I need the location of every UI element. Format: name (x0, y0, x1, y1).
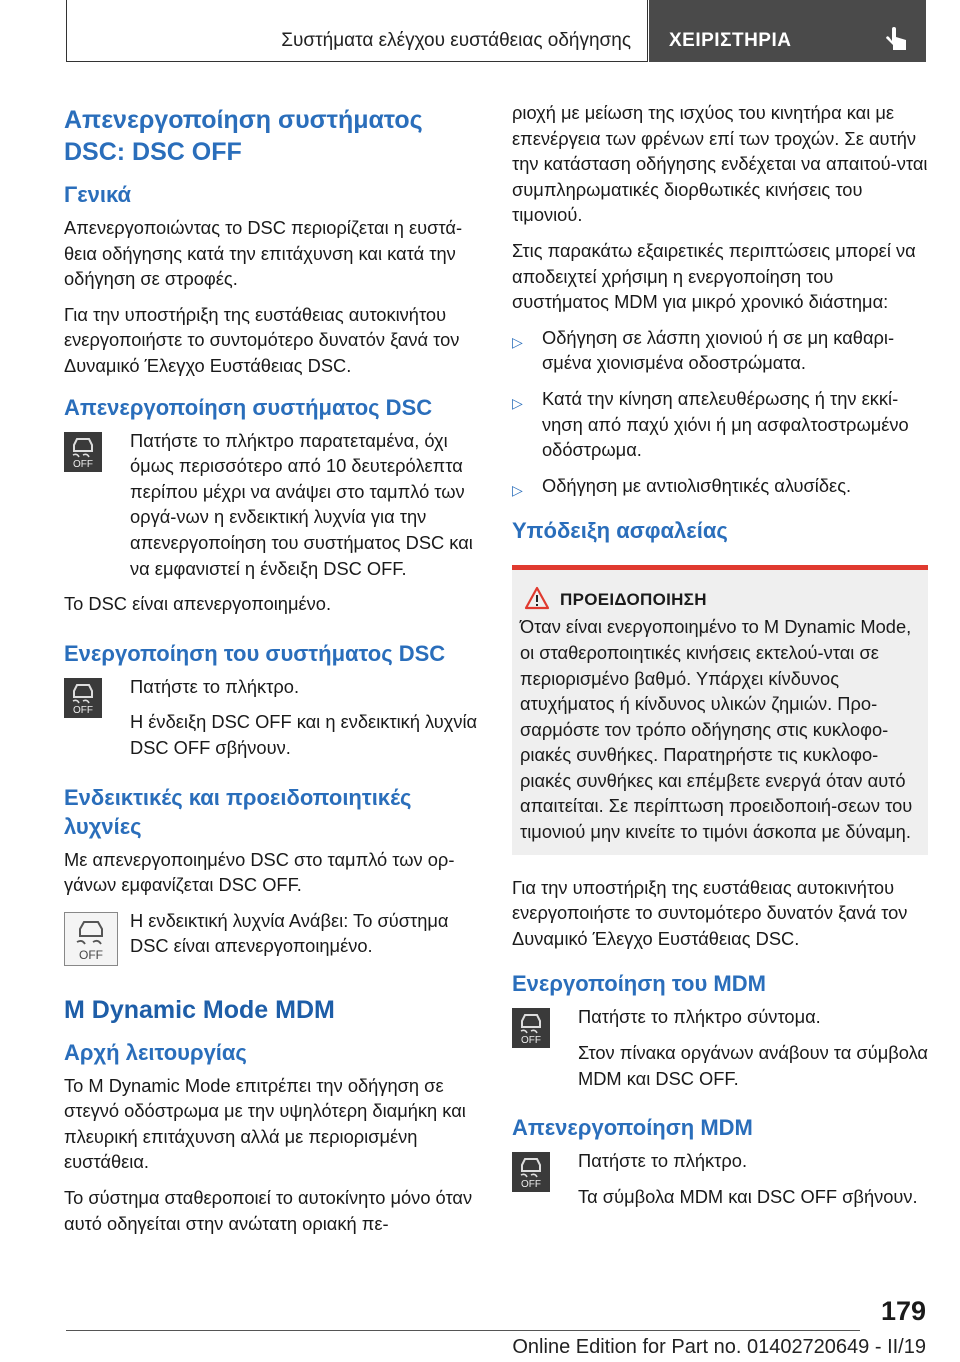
section-title-box (66, 0, 648, 62)
deactivate-dsc-paragraph: Πατήστε το πλήκτρο παρατεταμένα, όχι όμως περισσότερο από 10 δευτερόλεπτα περίπου μέχρι να ανάψει στο ταμπλό των οργά-νων η ενδεικτική λυχνία για την απενεργοποίηση του συστήματος DSC και να εμφανιστεί η ένδειξη DSC OFF. (130, 429, 473, 579)
warning-title: ΠΡΟΕΙΔΟΠΟΙΗΣΗ (560, 590, 920, 610)
mdm-off-heading: Απενεργοποίηση MDM (512, 1115, 753, 1141)
lamps-heading: Ενδεικτικές και προειδοποιητικές λυχνίες (64, 784, 412, 839)
right-column (512, 100, 928, 1219)
general-heading: Γενικά (64, 182, 132, 207)
svg-text:OFF: OFF (73, 458, 93, 470)
dsc-off-button-icon (512, 1152, 550, 1192)
dsc-off-button-icon (512, 1008, 550, 1048)
activate-dsc-result: Η ένδειξη DSC OFF και η ενδεικτική λυχνία DSC OFF σβήνουν. (130, 711, 478, 758)
svg-text:OFF: OFF (521, 1035, 541, 1047)
lamp-description: Η ενδεικτική λυχνία Ανάβει: Το σύστημα DSC είναι απενεργοποιημένο. (130, 909, 449, 957)
dsc-off-lamp-icon (64, 912, 118, 966)
mdm-off-result: Τα σύμβολα MDM και DSC OFF σβήνουν. (578, 1185, 918, 1207)
mdm-off-step: Πατήστε το πλήκτρο. (578, 1150, 748, 1172)
mdm-on-block (512, 1004, 928, 1091)
mdm-on-step: Πατήστε το πλήκτρο σύντομα. (578, 1006, 821, 1028)
support-paragraph: Για την υποστήριξη της ευστάθειας αυτοκινήτου ενεργοποιήστε το συντομότερο δυνατόν ξανά τον Δυναμικό Έλεγχο Ευστάθειας DSC. (512, 876, 908, 949)
exceptions-paragraph: Στις παρακάτω εξαιρετικές περιπτώσεις μπορεί να αποδειχτεί χρήσιμη η ενεργοποίηση του συστήματος MDM για μικρό χρονικό διάστημα: (512, 239, 916, 313)
page-number: 179 (880, 1296, 926, 1326)
general-paragraph-1: Απενεργοποιώντας το DSC περιορίζεται η ευστά-θεια οδήγησης κατά την επιτάχυνση και κατά την οδήγηση σε στροφές. (64, 217, 463, 290)
page-header (66, 0, 926, 64)
safety-heading: Υπόδειξη ασφαλείας (512, 518, 728, 544)
svg-text:OFF: OFF (79, 947, 103, 962)
chapter-tab-label: ΧΕΙΡΙΣΤΗΡΙΑ (669, 30, 792, 51)
deactivate-dsc-block (64, 428, 484, 582)
mdm-on-heading: Ενεργοποίηση του MDM (512, 971, 766, 997)
warning-box (512, 565, 928, 854)
principle-paragraph-2: Το σύστημα σταθεροποιεί το αυτοκίνητο μόνο όταν αυτό οδηγείται στην ανώτατη οριακή πε- (64, 1187, 473, 1234)
list-item: ▷ Κατά την κίνηση απελευθέρωσης ή την εκκί-νηση από παχύ χιόνι ή μη ασφαλτοστρωμένο οδόστρωμα. (512, 387, 909, 461)
principle-paragraph-1: Το M Dynamic Mode επιτρέπει την οδήγηση σε στεγνό οδόστρωμα με την υψηλότερη διαμήκη και πλευρική επιτάχυνση αλλά με περιορισμένη ευστάθεια. (64, 1074, 466, 1173)
dsc-off-heading: Απενεργοποίηση συστήματος DSC: DSC OFF (64, 106, 423, 166)
svg-text:OFF: OFF (521, 1179, 541, 1191)
lamp-block (64, 908, 484, 968)
footer-text: Online Edition for Part no. 01402720649 - II/19 (512, 1336, 926, 1358)
deactivate-dsc-result: Το DSC είναι απενεργοποιημένο. (64, 593, 332, 615)
activate-dsc-heading: Ενεργοποίηση του συστήματος DSC (64, 640, 446, 666)
section-title: Συστήματα ελέγχου ευστάθειας οδήγησης (281, 30, 631, 51)
general-paragraph-2: Για την υποστήριξη της ευστάθειας αυτοκινήτου ενεργοποιήστε το συντομότερο δυνατόν ξανά τον Δυναμικό Έλεγχο Ευστάθειας DSC. (64, 303, 460, 376)
activate-dsc-step: Πατήστε το πλήκτρο. (130, 675, 300, 697)
mdm-heading: M Dynamic Mode MDM (64, 995, 335, 1024)
chapter-tab[interactable] (649, 0, 926, 62)
footer-divider (66, 1330, 860, 1331)
bullet-triangle-icon: ▷ (512, 481, 523, 498)
bullet-triangle-icon: ▷ (512, 333, 523, 350)
exceptions-list (512, 325, 928, 499)
lamps-paragraph-1: Με απενεργοποιημένο DSC στο ταμπλό των ορ-γάνων εμφανίζεται DSC OFF. (64, 848, 455, 896)
activate-dsc-block (64, 674, 484, 761)
hand-pointer-icon (882, 26, 910, 52)
dsc-off-button-icon (64, 678, 102, 718)
dsc-off-button-icon (64, 432, 102, 472)
principle-heading: Αρχή λειτουργίας (64, 1039, 247, 1065)
bullet-triangle-icon: ▷ (512, 394, 523, 411)
svg-text:OFF: OFF (73, 704, 93, 716)
mdm-on-result: Στον πίνακα οργάνων ανάβουν τα σύμβολα MDM και DSC OFF. (578, 1042, 929, 1089)
left-column (64, 100, 484, 1246)
list-item: ▷ Οδήγηση με αντιολισθητικές αλυσίδες. (512, 473, 928, 499)
warning-triangle-icon (524, 586, 550, 610)
mdm-off-block (512, 1148, 928, 1209)
warning-text: Όταν είναι ενεργοποιημένο το M Dynamic Mode, οι σταθεροποιητικές κινήσεις εκτελού-νται σε περιορισμένο βαθμό. Υπάρχει κίνδυνος ατυχήματος ή κίνδυνος υλικών ζημιών. Προ-σαρμόστε τον τρόπο οδήγησης στις κυκλοφο-ριακές συνθήκες. Παρατηρήστε τις κυκλοφο-ριακές συνθήκες και επέμβετε ενεργά όταν αυτό απαιτείται. Σε περίπτωση προειδοποιή-σεων του τιμονιού μην κινείτε το τιμόνι άσκοπα με δύναμη. (520, 616, 913, 843)
list-item: ▷ Οδήγηση σε λάσπη χιονιού ή σε μη καθαρι-σμένα χιονισμένα οδοστρώματα. (512, 326, 895, 374)
deactivate-dsc-heading: Απενεργοποίηση συστήματος DSC (64, 394, 433, 420)
continued-paragraph: ριοχή με μείωση της ισχύος του κινητήρα και με επενέργεια των φρένων επί των τροχών. Σε αυτήν την κατάσταση οδήγησης ενδέχεται να απαιτού-νται συμπληρωματικές διορθωτικές κινήσεις του τιμονιού. (512, 102, 928, 226)
